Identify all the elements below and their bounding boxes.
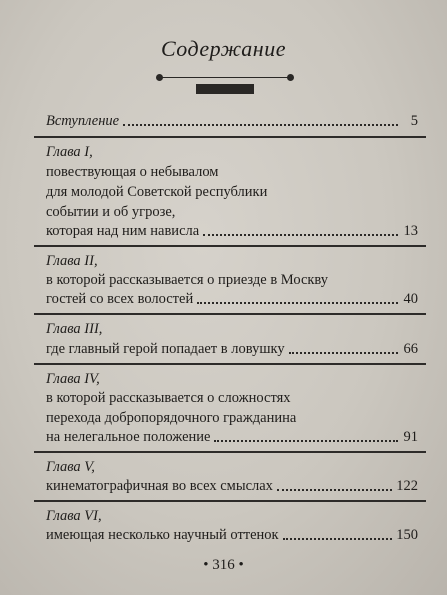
toc-entry-title: Вступление xyxy=(46,113,120,129)
toc-page-number: 66 xyxy=(403,341,418,357)
toc-entry-intro[interactable] xyxy=(46,112,418,130)
dot-leader xyxy=(214,439,398,442)
dot-leader xyxy=(203,233,398,236)
chapter-label: Глава VI, xyxy=(46,508,102,524)
chapter-description-line: повествующая о небывалом xyxy=(46,164,219,180)
dot-leader xyxy=(283,537,393,540)
toc-entry-chapter-3[interactable] xyxy=(46,340,418,358)
chapter-description-line: в которой рассказывается о приезде в Москву xyxy=(46,272,329,288)
dot-leader xyxy=(289,351,398,354)
toc-entry-title: где главный герой попадает в ловушку xyxy=(46,341,285,357)
toc-page-number: 13 xyxy=(403,223,418,239)
toc-entry-title: имеющая несколько научный оттенок xyxy=(46,527,279,543)
divider xyxy=(34,500,426,502)
toc-entry-title: кинематографичная во всех смыслах xyxy=(46,478,273,494)
toc-entry-chapter-6[interactable] xyxy=(46,526,418,544)
toc-entry-title: которая над ним нависла xyxy=(46,223,200,239)
chapter-label: Глава IV, xyxy=(46,371,100,387)
chapter-label: Глава III, xyxy=(46,321,103,337)
dot-leader xyxy=(123,123,398,126)
chapter-label: Глава V, xyxy=(46,459,95,475)
chapter-label: Глава I, xyxy=(46,144,93,160)
toc-entry-chapter-2[interactable] xyxy=(46,290,418,308)
toc-page-number: 150 xyxy=(396,527,418,543)
divider xyxy=(34,313,426,315)
chapter-label: Глава II, xyxy=(46,253,98,269)
toc-page-number: 122 xyxy=(396,478,418,494)
title-ornament xyxy=(152,72,298,98)
chapter-description-line: для молодой Советской республики xyxy=(46,184,268,200)
page-number: • 316 • xyxy=(203,557,244,573)
dot-leader xyxy=(197,301,398,304)
toc-entry-chapter-5[interactable] xyxy=(46,477,418,495)
toc-page-number: 91 xyxy=(403,429,418,445)
chapter-description-line: перехода добропорядочного гражданина xyxy=(46,410,297,426)
divider xyxy=(34,245,426,247)
chapter-description-line: событии и об угрозе, xyxy=(46,204,176,220)
toc-entry-title: гостей со всех волостей xyxy=(46,291,194,307)
toc-page-number: 40 xyxy=(403,291,418,307)
toc-entry-chapter-1[interactable] xyxy=(46,222,418,240)
chapter-description-line: в которой рассказывается о сложностях xyxy=(46,390,291,406)
page-title: Содержание xyxy=(160,36,286,61)
divider xyxy=(34,451,426,453)
dot-leader xyxy=(277,488,392,491)
divider xyxy=(34,136,426,138)
divider xyxy=(34,363,426,365)
toc-entry-chapter-4[interactable] xyxy=(46,428,418,446)
toc-page-number: 5 xyxy=(410,113,418,129)
toc-entry-title: на нелегальное положение xyxy=(46,429,211,445)
